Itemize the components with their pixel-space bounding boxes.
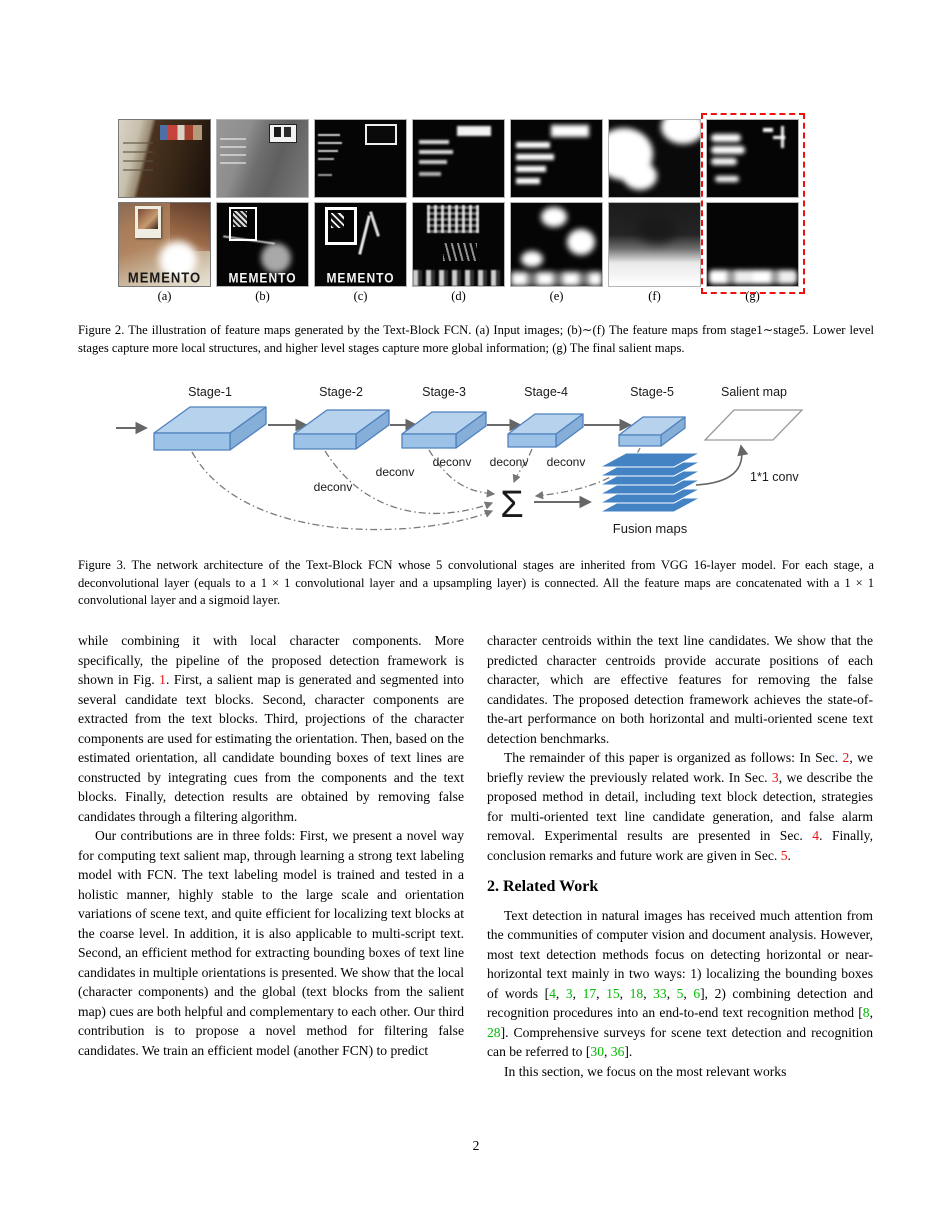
sum-symbol: Σ [500,484,524,526]
section-ref-link[interactable]: 1 [159,672,166,687]
citation-link[interactable]: 18 [629,985,644,1001]
polaroid-noise [233,211,247,227]
stage-1-label: Stage-1 [188,385,232,399]
citation-link[interactable]: 6 [693,985,701,1001]
text-run: , [572,985,583,1001]
bottom-band [511,272,602,286]
figure2-stage3-map-2 [412,202,505,287]
blob [541,207,567,227]
contour [358,215,371,255]
stage-4-label: Stage-4 [524,385,568,399]
text-run: , [869,1005,873,1020]
left-column [78,631,464,1060]
figure2-label-c: (c) [353,289,368,303]
figure2-highlight-box [701,113,805,294]
salient-blob [661,119,701,144]
figure2-caption: Figure 2. The illustration of feature maps generated by the Text-Block FCN. (a) Input images; (b)∼(f) The feature maps from stage1∼stage5. Lower level stages capture more local structures, and higher level stages capture more global information; (g) The final salient maps. [78,323,874,355]
section-heading: 2. Related Work [487,878,599,895]
figure2-image-grid [118,119,799,287]
paragraph [487,748,873,865]
stage-1-block [154,407,266,450]
text-run: ]. Comprehensive surveys for scene text detection and recognition can be referred to [ [487,1024,873,1059]
text-run: . Finally, conclusion remarks and future work are given in Sec. [487,828,873,863]
salient-map-label: Salient map [720,385,788,399]
text-blob [516,154,554,160]
text-run: Our contributions are in three folds: First, we present a novel way for computing text salient map, through learning a strong text labeling model with FCN. The text labeling model is trained and tested in a holistic manner, highly stable to the large scale and orientation variations of scene text, and quite efficient for localizing text blocks at the coarse level. In addition, it is also applicable to multi-script text. Second, an efficient method for extracting bounding boxes of text line candidates in multiple orientations is presented. We show that the local (character components) and the global (text blocks from the salient map) cues are both helpful and complementary to each other. Our third contribution is to propose a novel method for filtering false candidates. We train an efficient model (another FCN) to predict [78,828,464,1058]
deconv-label-3: deconv [432,455,472,469]
right-column [487,631,873,1081]
speckle-band [413,270,504,286]
text-stroke [457,126,491,136]
text-stroke [419,172,441,176]
stage-3-label: Stage-3 [422,385,466,399]
citation-link[interactable]: 3 [565,985,573,1001]
paragraph [487,631,873,748]
figure2-stage5-map-1 [608,119,701,198]
section-ref-link[interactable]: 2 [842,750,850,765]
text-stroke [318,174,332,176]
figure2-stage1-map-2 [216,202,309,287]
mini-card-inner [284,127,291,137]
paragraph [78,826,464,1060]
salient-map-shape [705,410,802,440]
figure2-label-d: (d) [451,289,466,303]
flare-blob [261,243,291,273]
page-number: 2 [472,1138,480,1153]
text-run: , [604,1044,611,1059]
text-blob [516,178,540,184]
stage-3-block [402,412,486,448]
paragraph [487,1062,873,1082]
contour [369,211,380,237]
figure2-label-f: (f) [648,289,661,303]
citation-link[interactable]: 28 [487,1024,501,1040]
memento-text: MEMENTO [228,269,297,287]
text-run: The remainder of this paper is organized as follows: In Sec. [504,750,843,765]
figure2-label-e: (e) [549,289,564,303]
figure2-label-b: (b) [255,289,270,303]
fusion-maps-label: Fusion maps [612,521,688,536]
paragraph [78,631,464,826]
text-stroke [318,150,338,152]
text-run: . [787,847,791,863]
text-stroke [419,150,453,154]
section-ref-link[interactable]: 3 [771,769,779,785]
fusion-maps-stack [600,453,700,512]
stage-2-block [294,410,389,449]
polaroid-noise [331,213,344,228]
page-text-lines [123,138,153,178]
citation-link[interactable]: 15 [606,985,620,1001]
memento-text: MEMENTO [326,269,395,287]
text-stroke [318,158,334,160]
text-run: , we briefly review the previously related work. In Sec. [487,750,873,785]
citation-link[interactable]: 33 [653,985,667,1001]
citation-link[interactable]: 4 [549,985,556,1001]
deconv-label-5: deconv [546,455,586,469]
speckle [427,205,479,233]
text-run: , [683,985,694,1001]
card-strip [160,125,202,140]
salient-blob [623,162,657,190]
text-run: Text detection in natural images has received much attention from the communities of computer vision and document analysis. However, most text detection methods focus on detecting horizontal or near-horizontal text mainly in two ways: 1) localizing the bounding boxes of words [ [487,907,873,1001]
mini-card-inner [274,127,281,137]
text-stroke [419,160,447,164]
text-blob [516,166,546,172]
conv-arrow [696,446,742,485]
figure3-caption: Figure 3. The network architecture of the Text-Block FCN whose 5 convolutional stages are inherited from VGG 16-layer model. For each stage, a deconvolutional layer (equals to a 1 × 1 convolutional layer and a upsampling layer) is connected. All the feature maps are concatenated with a 1 × 1 convolutional layer and a sigmoid layer. [78,558,874,608]
figure2-stage2-map-2 [314,202,407,287]
figure2-stage4-map-2 [510,202,603,287]
speckle [443,243,477,261]
conv-label: 1*1 conv [750,470,799,484]
stage-4-block [508,414,583,447]
text-run: In this section, we focus on the most relevant works [504,1063,787,1079]
memento-text: MEMENTO [127,268,202,287]
blob [567,229,595,255]
text-run: while combining it with local character components. More specifically, the pipeline of the proposed detection framework is shown in Fig. [78,633,464,687]
citation-link[interactable]: 5 [676,985,684,1001]
text-run: , we describe the proposed method in detail, including text block detection, strategies for multi-oriented text line candidate generation, and false alarm removal. Experimental results are presented in Sec. [487,769,873,843]
text-run: , [555,985,566,1001]
figure2-stage5-map-2 [608,202,701,287]
stage-5-label: Stage-5 [630,385,674,399]
mini-card [365,124,397,145]
text-blob [551,125,589,137]
stage-5-block [619,417,685,446]
text-run: , [666,985,677,1001]
citation-link[interactable]: 30 [590,1044,604,1059]
figure2-stage1-map-1 [216,119,309,198]
text-stroke [318,142,342,144]
section-ref-link[interactable]: 4 [812,828,820,843]
text-run: character centroids within the text line candidates. We show that the predicted character centroids provide accurate positions of each character, which are effective features for removing the false candidates. The proposed detection framework achieves the state-of-the-art performance on both horizontal and multi-oriented scene text detection benchmarks. [487,633,873,746]
citation-link[interactable]: 17 [582,985,597,1001]
citation-link[interactable]: 8 [862,1005,870,1020]
deconv-label-1: deconv [313,480,353,494]
text-stroke [419,140,449,144]
figure2-stage4-map-1 [510,119,603,198]
text-run: , [596,985,607,1001]
figure2-stage3-map-1 [412,119,505,198]
noise-text [220,136,246,170]
citation-link[interactable]: 36 [610,1044,625,1059]
paragraph [487,906,873,1062]
figure2-stage2-map-1 [314,119,407,198]
figure2-label-g: (g) [745,289,760,303]
deconv-label-4: deconv [489,455,529,469]
text-run: ]. [624,1044,633,1059]
figure2-input-image-1 [118,119,211,198]
text-blob [516,142,550,148]
blob [521,251,543,267]
text-stroke [318,134,340,136]
figure3-diagram [96,380,856,554]
dark-blob [637,213,677,243]
text-run: ], 2) combining detection and recognition procedures into an end-to-end text recognition method [ [487,985,874,1020]
text-run: . First, a salient map is generated and segmented into several candidate text blocks. Second, character components are extracted from the text blocks. Third, projections of the character components are used for estimating the orientation. Then, based on the estimated orientation, all candidate bounding boxes of text lines are constructed by integrating cues from the components and the text blocks. Finally, detection results are obtained by removing false candidates through a filtering algorithm. [78,672,464,824]
text-run: , [643,985,654,1001]
text-run: , [619,985,630,1001]
figure2-label-a: (a) [157,289,172,303]
polaroid-photo [138,209,158,229]
stage-2-label: Stage-2 [319,385,363,399]
figure2-input-image-2 [118,202,211,287]
section-ref-link[interactable]: 5 [780,847,788,863]
deconv-label-2: deconv [375,465,415,479]
figure2-column-labels [118,289,799,304]
